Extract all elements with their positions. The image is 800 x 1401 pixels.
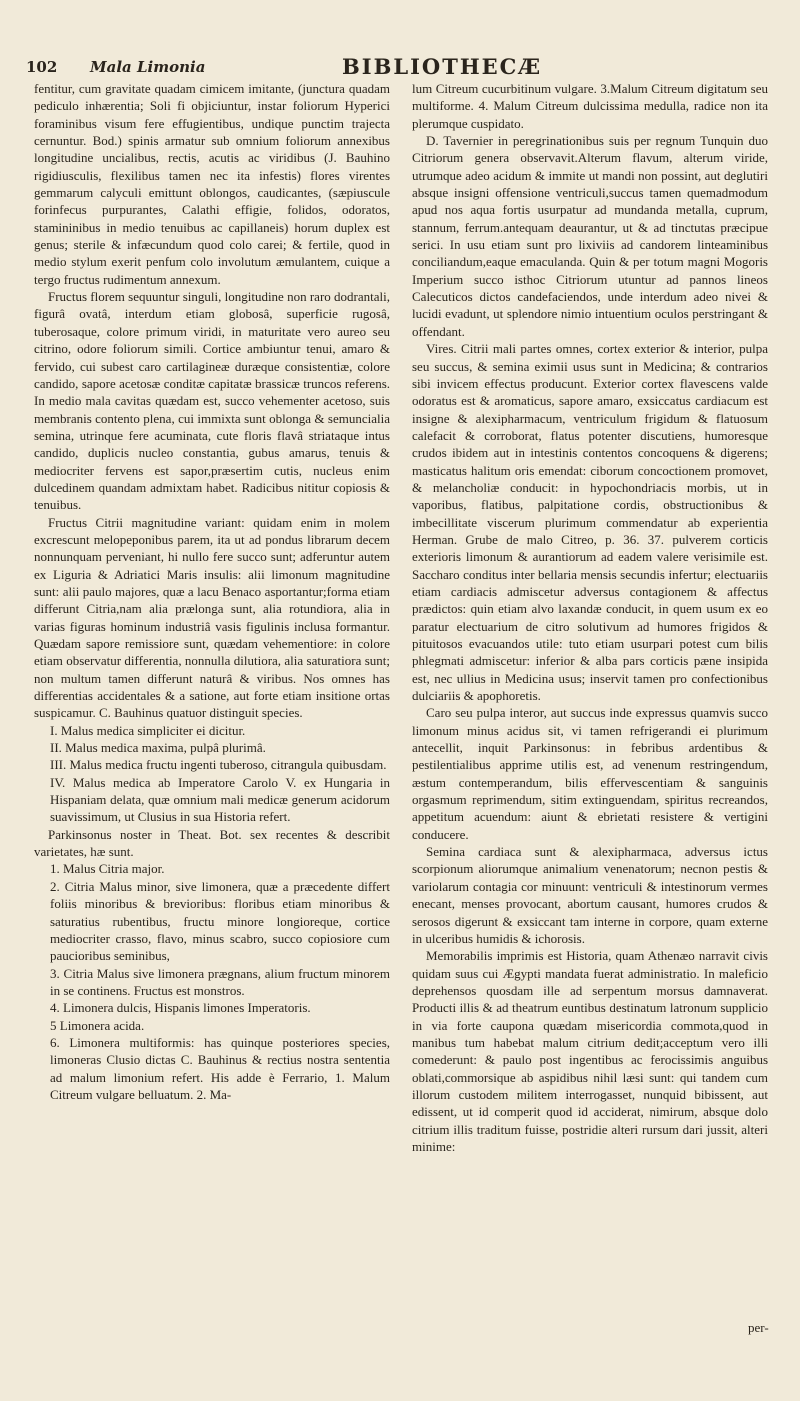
paragraph: Semina cardiaca sunt & alexipharmaca, adversus ictus scorpionum aliorumque animalium venenatorum; necnon pestis & variolarum contagia cor minuunt: ventriculi & intestinorum vermes enecant, menses provocant, abortum causant, humores crudos & serosos digerunt & exsiccant tam interne in corpore, quam externe in ulceribus humidis & ichorosis. — [412, 844, 768, 946]
catchword: per- — [748, 1320, 769, 1335]
list-item: I. Malus medica simpliciter ei dicitur. — [50, 722, 246, 738]
paragraph: Vires. Citrii mali partes omnes, cortex exterior & interior, pulpa seu succus, & semina eximii usus sunt in Medicina; & contrarios sibi invicem effectus producunt. Exterior cortex flavescens valde odoratus est & aromaticus, sapore amaro, exsiccatus cardiacum est insigne & alexipharmacum, ventriculum frigidum & flatuosum calefacit & corroborat, flatus potenter discutiens, humoresque crudos ibidem aut in intestinis contentos concoquens & digerens; masticatus halitum oris emendat: ciborum concoctionem promovet, & melancholiæ conducit: in hypochondriacis morbis, ut in vaporibus, flatibus, palpitatione cordis, obstructionibus & imbecillitate viscerum plurimum commendatur ab experientia Herman. Grube de malo Citreo, p. 36. 37. pulverem corticis exterioris limonum & aurantiorum ad eadem valere verisimile est. Saccharo conditus inter bellaria mensis secundis infertur; electuariis etiam cardiacis admiscetur adversus contagionem & affectus prædictos: quin etiam alvo laxandæ conducit, in quem usum ex eo paratur electuarium de citro solutivum ad humores frigidos & pituitosos evacuandos utile: tuto etiam usurpari potest cum bilis phlegmati admiscetur: inferior & alba pars corticis pæne insipida est, nec ullius in Medicina usus; inservit tamen pro confectionibus dulciariis & apophoretis. — [412, 341, 768, 704]
page-header — [22, 54, 782, 82]
paragraph: Fructus florem sequuntur singuli, longitudine non raro dodrantali, figurâ ovatâ, interdum etiam globosâ, superficie rugosâ, tuberosaque, colore primum viridi, in maturitate vero aureo seu citrino, odore foliorum simili. Cortice ambiuntur tenui, amaro & fervido, cui subest caro cartilagineæ duræque consistentiæ, colore candido, sapore acetosæ conditæ capitatæ brassicæ truncos referens. In medio mala cavitas quædam est, succo vehementer acetoso, suis membranis contento plena, cui immixta sunt oblonga & semuncialia semina, utrinque fere acuminata, cute floris flavâ striataque intus candido, duplicis nucleo constantia, gubus amarus, tenuis & mediocriter fervens est sapor,præsertim cutis, nucleus enim dulcedinem quandam admixtam habet. Radicibus nititur copiosis & tenuibus. — [34, 289, 390, 513]
paragraph: lum Citreum cucurbitinum vulgare. 3.Malum Citreum digitatum seu multiforme. 4. Malum Citreum dulcissima medulla, radice non ita plerumque cuspidato. — [412, 81, 768, 131]
list-item: 3. Citria Malus sive limonera prægnans, alium fructum minorem in se continens. Fructus est monstros. — [50, 965, 390, 998]
list-item: 6. Limonera multiformis: has quinque posteriores species, limoneras Clusio dictas C. Bauhinus & rectius nostra sententia ad malum limonium refert. His adde è Ferrario, 1. Malum Citreum vulgare belluatum. 2. Ma- — [50, 1034, 390, 1102]
paragraph: D. Tavernier in peregrinationibus suis per regnum Tunquin duo Citriorum genera observavit.Alterum flavum, alterum viride, utrumque adeo acidum & immite ut mandi non possint, aut deglutiri absque insigni offensione ventriculi,succus tamen quemadmodum apud nos aqua fortis usurpatur ad mundanda metalla, cuprum, stannum, ferrum.antequam deaurantur, ut & ad tinctutas præcipue serici. In usu etiam sunt pro lixiviis ad candorem linteaminibus conciliandum,eaque emaculanda. Quin & per totum magni Mogoris Imperium succo isthoc Citriorum utuntur ad pannos lineos Calecuticos dictos candefaciendos, unde interdum adeo nivei & lucidi evadunt, ut splendore nimio intuentium oculos perstringant & offendant. — [412, 133, 768, 339]
list-item: IV. Malus medica ab Imperatore Carolo V. ex Hungaria in Hispaniam delata, quæ omnium mali medicæ generum acidorum suavissimum, ut Clusius in sua Historia refert. — [50, 774, 390, 825]
left-column — [34, 80, 390, 1372]
paragraph: Parkinsonus noster in Theat. Bot. sex recentes & describit varietates, hæ sunt. — [34, 826, 390, 860]
list-item: 5 Limonera acida. — [50, 1017, 145, 1033]
list-item: III. Malus medica fructu ingenti tuberoso, citrangula quibusdam. — [50, 757, 387, 773]
list-item: 2. Citria Malus minor, sive limonera, quæ a præcedente differt foliis minoribus & brevioribus: floribus etiam minoribus & saturatius rubentibus, fructu minore longioreque, cortice mediocriter crasso, flavo, minus scabro, succo copiosiore cum paucioribus seminibus, — [50, 878, 390, 964]
paragraph: Fructus Citrii magnitudine variant: quidam enim in molem excrescunt melopeponibus parem, ita ut ad pondus librarum decem nonnunquam perveniant, hi nullo fere succo sunt; adferuntur autem ex Liguria & Adriatici Maris insulis: alii limonum magnitudine sunt: alii paulo majores, quæ a lacu Benaco asportantur;forma etiam differunt Citria,nam alia prælonga sunt, alia rotundiora, alia in varias figuras hominum industriâ vasis figulinis inclusa formantur. Quædam sapore remissiore sunt, quædam vehementiore: in colore etiam observatur differentia, nonnulla dilutiora, alia saturatiora sunt; non multum tamen differunt naturâ & viribus. Nos omnes has differentias accidentales & a satione, aut forte etiam insitione ortas suspicamur. C. Bauhinus quatuor distinguit species. — [34, 514, 390, 721]
page-number: 102 — [26, 58, 58, 76]
list-item: II. Malus medica maxima, pulpâ plurimâ. — [50, 740, 266, 756]
paragraph: fentitur, cum gravitate quadam cimicem imitante, (junctura quadam pediculo inhærentia; Soli fi objiciuntur, instar foliorum Hyperici foraminibus visum fere effugientibus, undique punctim trajecta cernuntur. Bod.) spinis armatur sub omnium foliorum annexibus longitudine uncialibus, rectis, acutis ac viridibus (J. Bauhino rigidiusculis, flexilibus tamen nec ita infestis) flores virentes gemmarum calyculi emittunt oblongos, caudicantes, (sæpiusculе forinfecus purpurantes, Calathi effigie, folidos, odoratos, stamininibus in medio tenuibus ac capillaneis) horum duplex est genus; sterile & infæcundum quod colo carei; & fertile, quod in medio stylum exerit penfum colo involutum æmulantem, cuique a tergo fructus rudimentum annexum. — [34, 81, 390, 287]
margin-title: Mala Limonia — [90, 58, 206, 76]
list-item: 1. Malus Citria major. — [50, 861, 165, 877]
running-head: BIBLIOTHECÆ — [342, 54, 543, 79]
paragraph: Caro seu pulpa interor, aut succus inde expressus quamvis succo limonum minus acidus sit, vi tamen refrigerandi ei plurimum antecellit, inquit Parkinsonus: in febribus ardentibus & pestilentialibus apprime utilis est, ad venenum restringendum, æstum contemperandum, bilis effervescentiam & sanguinis orgasmum reprimendum, sitim extinguendam, spiritus recreandos, appetitum acuendum: aiunt & ebrietati resistere & vertigini conducere. — [412, 705, 768, 842]
paragraph: Memorabilis imprimis est Historia, quam Athenæo narravit civis quidam suus cui Ægypti mandata fuerat administratio. In maleficio deprehensos quosdam ille ad serpentum morsus damnaverat. Producti illis & ad theatrum euntibus destinatum latronum supplicio in via forte caupona quædam misericordia commota,quod in manibus tum habebat malum citrium dedit;acceptum vero illi comederunt: & paulo post ingentibus ac ferocissimis anguibus oblati,commorsique ab aspidibus nihil læsi sunt: qui tandem cum illorum custodem militem interrogasset, nunquid bibissent, aut edissent, ut id comperit quod id acciderat, nimirum, absque dolo citrium illis traditum fuisse, postridie alteri rursum dari jussit, alteri minime: — [412, 948, 768, 1154]
list-item: 4. Limonera dulcis, Hispanis limones Imperatoris. — [50, 1000, 311, 1016]
right-column — [412, 80, 768, 1316]
